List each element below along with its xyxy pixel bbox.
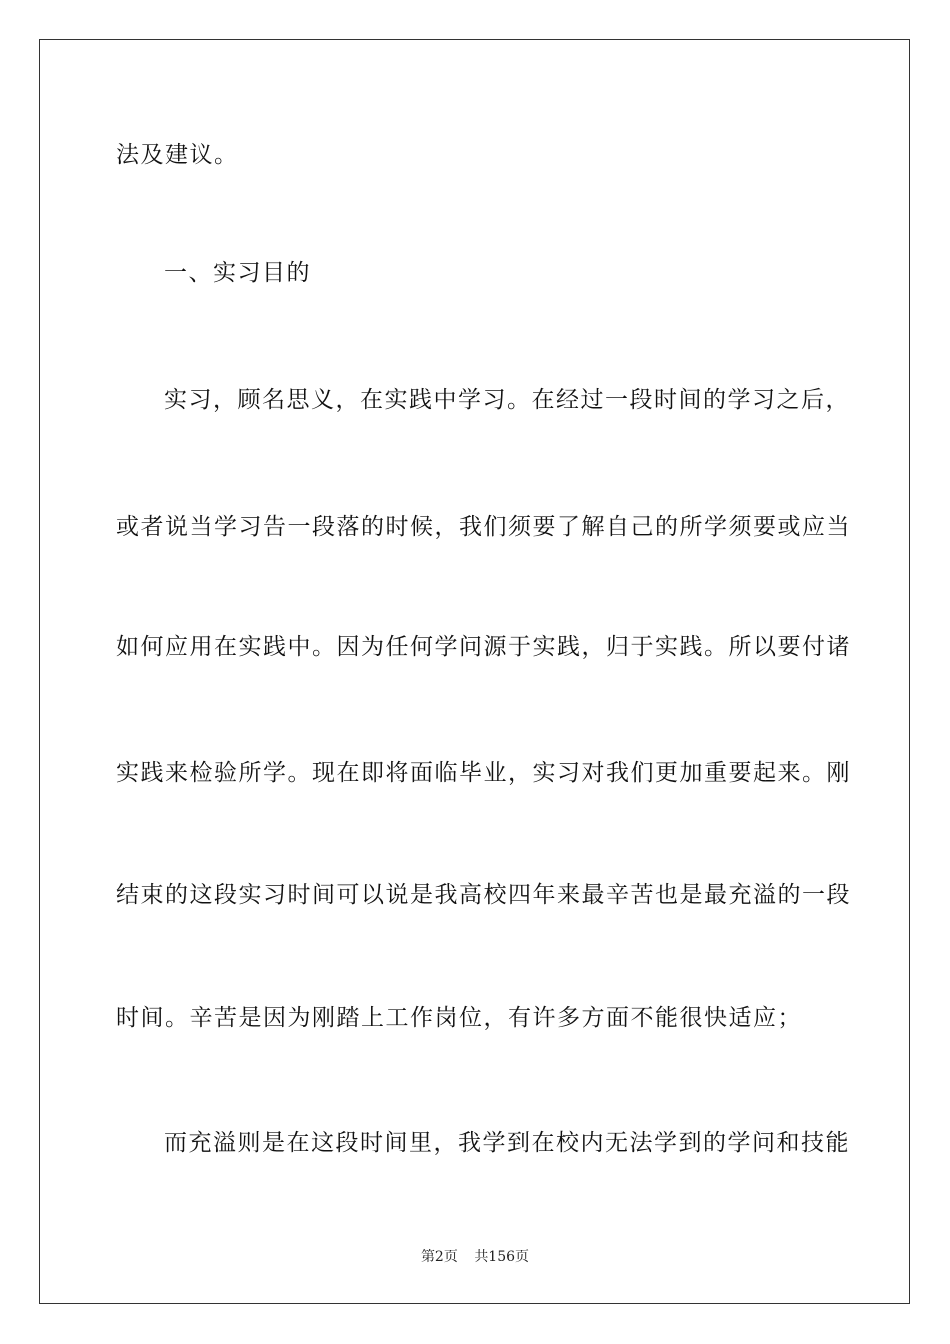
page-number: 第2页 (420, 1249, 458, 1265)
page-footer (0, 1246, 950, 1266)
section-heading: 一、实习目的 (164, 260, 311, 286)
page-border (39, 39, 910, 1304)
body-line-3: 或者说当学习告一段落的时候，我们须要了解自己的所学须要或应当 (116, 514, 851, 540)
body-line-1: 法及建议。 (116, 142, 239, 168)
body-line-8: 而充溢则是在这段时间里，我学到在校内无法学到的学问和技能 (164, 1130, 850, 1156)
body-line-5: 实践来检验所学。现在即将面临毕业，实习对我们更加重要起来。刚 (116, 760, 851, 786)
body-line-2: 实习，顾名思义，在实践中学习。在经过一段时间的学习之后， (164, 387, 850, 413)
body-line-6: 结束的这段实习时间可以说是我高校四年来最辛苦也是最充溢的一段 (116, 882, 851, 908)
body-line-4: 如何应用在实践中。因为任何学问源于实践，归于实践。所以要付诸 (116, 634, 851, 660)
page-total: 共156页 (474, 1249, 530, 1265)
body-line-7: 时间。辛苦是因为刚踏上工作岗位，有许多方面不能很快适应； (116, 1005, 802, 1031)
